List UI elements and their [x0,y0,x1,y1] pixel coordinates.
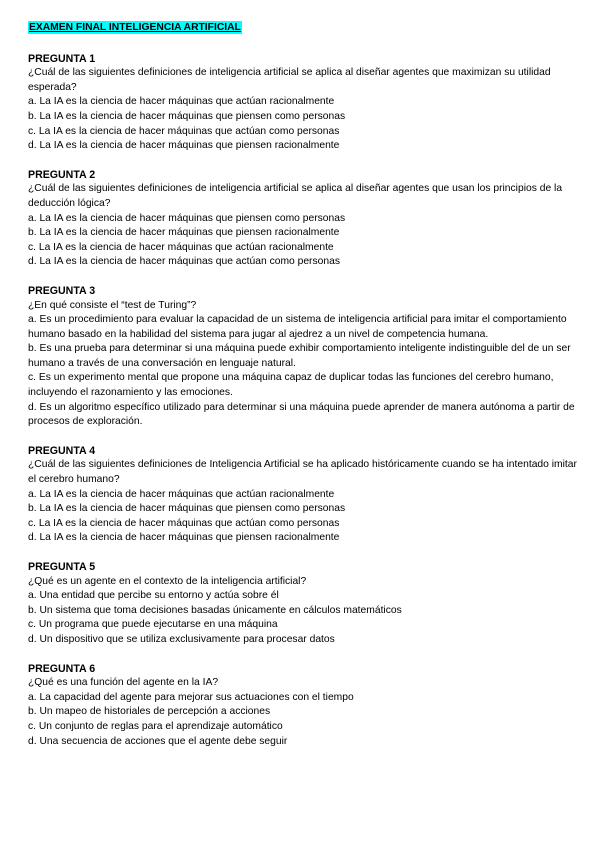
option-d: d. La IA es la ciencia de hacer máquinas que actúan como personas [28,256,340,268]
option-c: c. La IA es la ciencia de hacer máquinas que actúan como personas [28,517,340,529]
option-b: b. La IA es la ciencia de hacer máquinas que piensen como personas [28,503,346,515]
question-3 [28,284,580,430]
question-text: ¿Cuál de las siguientes definiciones de inteligencia artificial se aplica al diseñar agentes que usan los principios de la deducción lógica? [28,183,563,209]
option-a: a. La IA es la ciencia de hacer máquinas que piensen como personas [28,212,346,224]
option-d: d. La IA es la ciencia de hacer máquinas que piensen racionalmente [28,532,340,544]
question-6 [28,662,580,750]
question-text: ¿Cuál de las siguientes definiciones de inteligencia artificial se aplica al diseñar agentes que maximizan su utilidad esperada? [28,67,551,93]
question-heading: PREGUNTA 5 [28,561,96,573]
option-d: d. Una secuencia de acciones que el agente debe seguir [28,735,288,747]
option-c: c. La IA es la ciencia de hacer máquinas que actúan racionalmente [28,241,334,253]
option-d: d. Un dispositivo que se utiliza exclusivamente para procesar datos [28,633,335,645]
option-c: c. La IA es la ciencia de hacer máquinas que actúan como personas [28,125,340,137]
question-heading: PREGUNTA 2 [28,168,96,181]
question-4 [28,444,580,546]
option-b: b. La IA es la ciencia de hacer máquinas que piensen como personas [28,110,346,122]
option-d: d. La IA es la ciencia de hacer máquinas que piensen racionalmente [28,140,340,152]
option-c: c. Es un experimento mental que propone una máquina capaz de duplicar todas las funciones del cerebro humano, incluyendo el razonamiento y las emociones. [28,372,554,399]
option-a: a. La IA es la ciencia de hacer máquinas que actúan racionalmente [28,488,335,500]
option-a: a. La IA es la ciencia de hacer máquinas que actúan racionalmente [28,96,335,108]
question-heading: PREGUNTA 1 [28,52,96,65]
question-text: ¿Qué es una función del agente en la IA? [28,677,219,689]
question-5 [28,560,580,648]
question-heading: PREGUNTA 6 [28,662,96,675]
option-a: a. La capacidad del agente para mejorar sus actuaciones con el tiempo [28,691,354,703]
option-a: a. Es un procedimiento para evaluar la capacidad de un sistema de inteligencia artificial para imitar el comportamiento humano basado en la habilidad del sistema para jugar al ajedrez a un nivel de competencia humana. [28,314,567,340]
question-heading: PREGUNTA 4 [28,444,96,457]
question-text: ¿En qué consiste el “test de Turing”? [28,299,197,311]
question-2 [28,168,580,270]
question-text: ¿Qué es un agente en el contexto de la inteligencia artificial? [28,575,307,587]
option-d: d. Es un algoritmo específico utilizado para determinar si una máquina puede aprender de manera autónoma a partir de procesos de exploración. [28,401,575,428]
option-b: b. Un sistema que toma decisiones basadas únicamente en cálculos matemáticos [28,604,402,616]
option-a: a. Una entidad que percibe su entorno y actúa sobre él [28,590,279,602]
question-heading: PREGUNTA 3 [28,284,96,297]
option-c: c. Un conjunto de reglas para el aprendizaje automático [28,720,283,732]
option-b: b. Es una prueba para determinar si una máquina puede exhibir comportamiento inteligente indistinguible del de un ser humano a través de una conversación en lenguaje natural. [28,343,571,369]
question-1 [28,52,580,154]
exam-title: EXAMEN FINAL INTELIGENCIA ARTIFICIAL [29,22,241,33]
option-b: b. Un mapeo de historiales de percepción a acciones [28,706,271,718]
option-b: b. La IA es la ciencia de hacer máquinas que piensen racionalmente [28,227,340,239]
option-c: c. Un programa que puede ejecutarse en una máquina [28,619,278,631]
question-text: ¿Cuál de las siguientes definiciones de Inteligencia Artificial se ha aplicado históricamente cuando se ha intentado imitar el cerebro humano? [28,459,577,486]
